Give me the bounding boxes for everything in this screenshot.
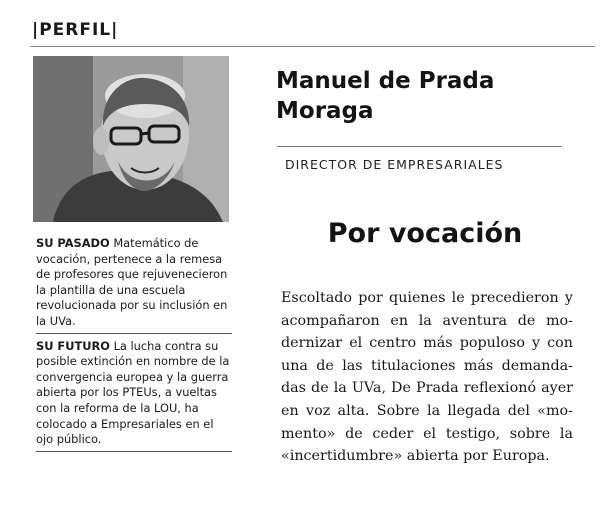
portrait-illustration bbox=[33, 56, 229, 222]
portrait-photo bbox=[33, 56, 229, 222]
future-label: SU FUTURO bbox=[36, 338, 110, 353]
past-label: SU PASADO bbox=[36, 236, 110, 250]
person-role: DIRECTOR DE EMPRESARIALES bbox=[285, 157, 504, 172]
person-name bbox=[276, 66, 576, 126]
past-text: Matemático de vocación, pertenece a la remesa de profesores que rejuvenecieron la plantilla de una escuela revolucionada por su inclusión en la UVa. bbox=[36, 236, 228, 328]
person-name-line1: Manuel de Prada bbox=[276, 68, 495, 94]
section-tag: |PERFIL| bbox=[32, 20, 119, 40]
role-divider bbox=[277, 146, 562, 147]
future-text: La lucha contra su posible extinción en nombre de la convergencia europea y la guerra abierta por los PTEUs, a vueltas con la reforma de la LOU, ha colocado a Empresariales en el ojo público. bbox=[36, 338, 230, 447]
sidebar-profile bbox=[36, 236, 232, 457]
past-block bbox=[36, 236, 232, 334]
article-headline: Por vocación bbox=[327, 218, 523, 249]
person-name-line2: Moraga bbox=[276, 98, 374, 124]
top-divider bbox=[30, 46, 595, 47]
future-block bbox=[36, 339, 232, 452]
article-body: Escoltado por quienes le precedieron y acompañaron en la aventura de modernizar el centro más populoso y con una de las titulaciones más demandadas de la UVa, De Prada reflexionó ayer en voz alta. Sobre la llegada del «momento» de ceder el testigo, sobre la «incertidumbre» abierta por Europa. bbox=[281, 290, 573, 465]
